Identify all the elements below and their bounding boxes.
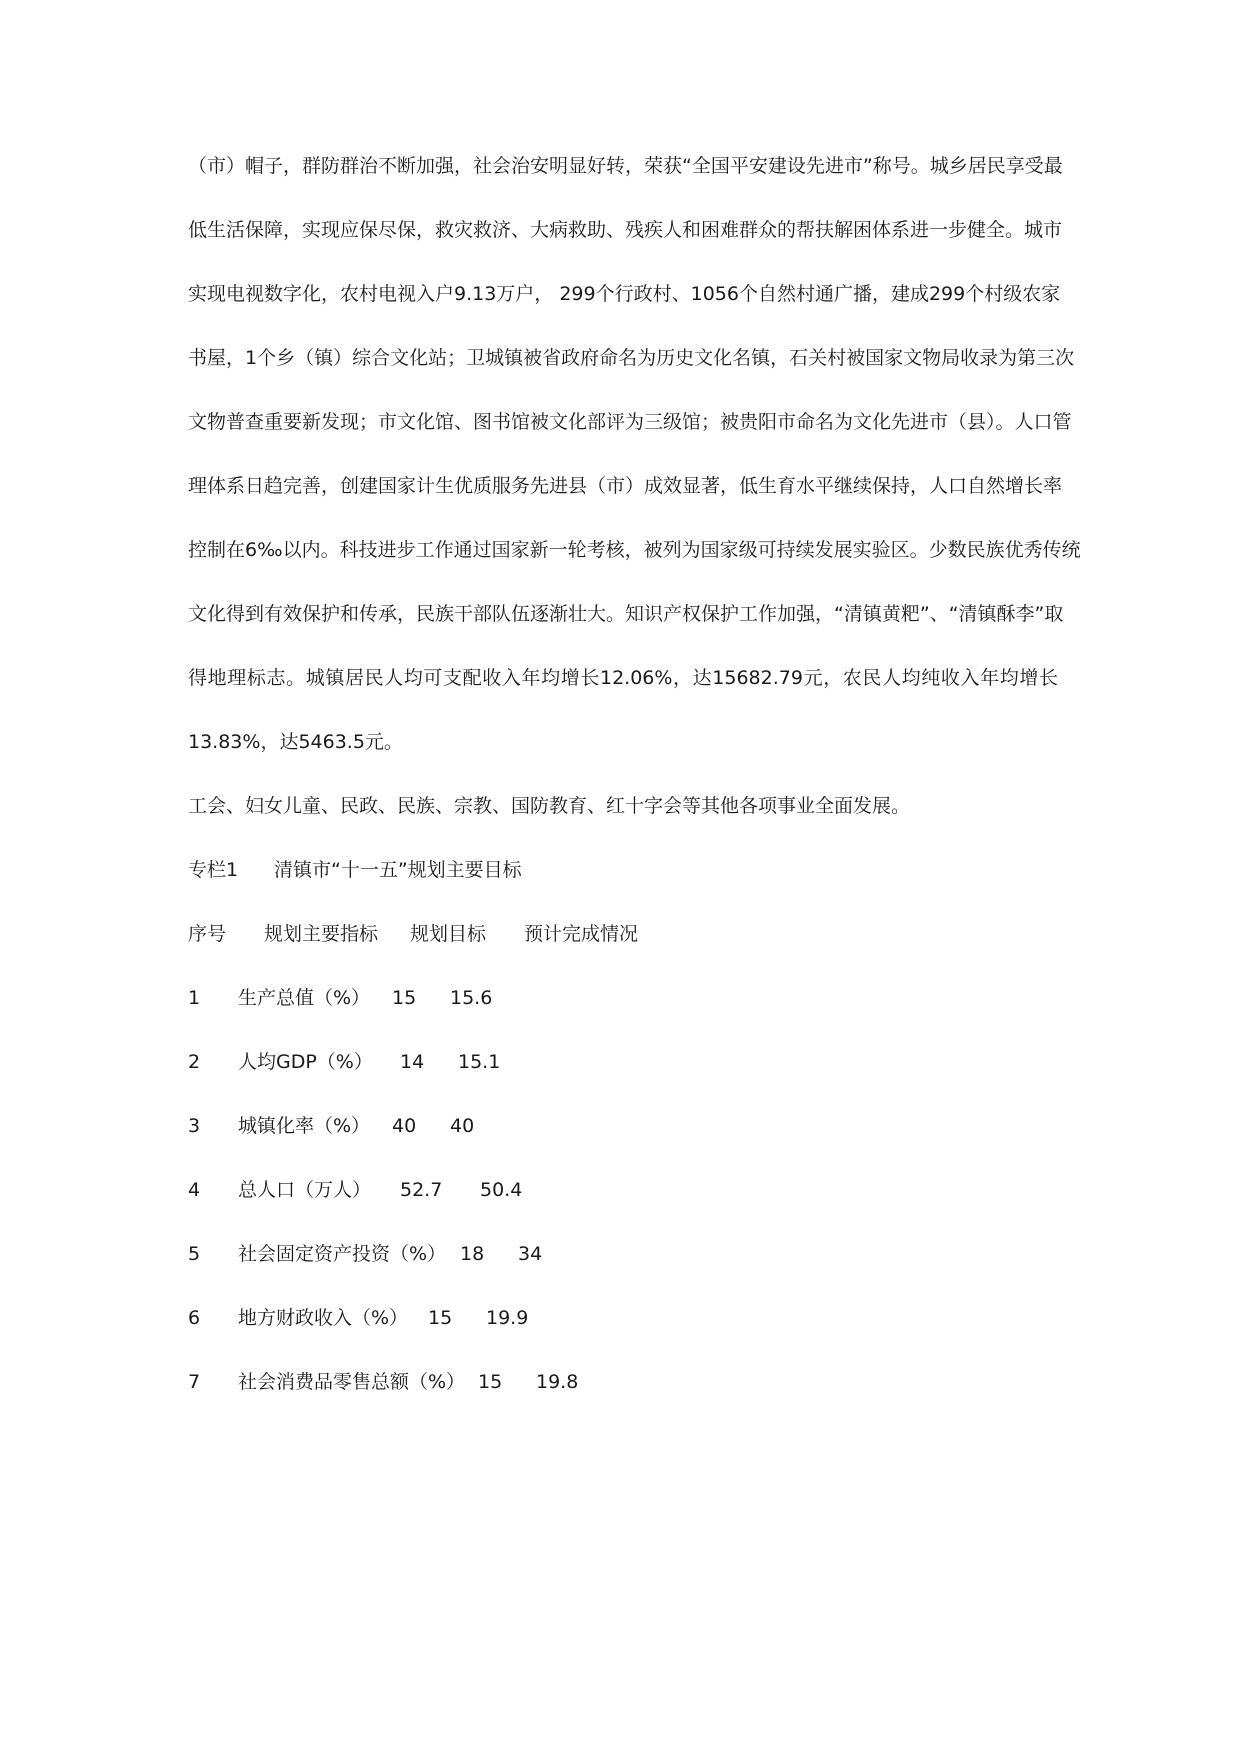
box-label: 专栏1 — [188, 859, 239, 881]
table-row — [188, 1242, 1058, 1266]
table-row — [188, 1306, 1058, 1330]
header-target: 规划目标 — [410, 923, 487, 945]
paragraph-line: 13.83%，达5463.5元。 — [188, 731, 403, 753]
header-indicator: 规划主要指标 — [264, 923, 379, 945]
row-actual: 19.8 — [536, 1371, 579, 1393]
paragraph-line: 文物普查重要新发现；市文化馆、图书馆被文化部评为三级馆；被贵阳市命名为文化先进市（县）。人口管 — [188, 411, 1072, 433]
table-row — [188, 1050, 1058, 1074]
row-no: 5 — [188, 1243, 201, 1265]
paragraph-line: 控制在6‰以内。科技进步工作通过国家新一轮考核，被列为国家级可持续发展实验区。少数民族优秀传统 — [188, 539, 1081, 561]
row-indicator: 地方财政收入（%） — [238, 1307, 409, 1329]
row-target: 15 — [478, 1371, 503, 1393]
row-target: 40 — [392, 1115, 417, 1137]
paragraph-line: 书屋，1个乡（镇）综合文化站；卫城镇被省政府命名为历史文化名镇，石关村被国家文物局收录为第三次 — [188, 347, 1075, 369]
row-indicator: 城镇化率（%） — [238, 1115, 371, 1137]
row-no: 4 — [188, 1179, 201, 1201]
row-target: 52.7 — [400, 1179, 443, 1201]
row-indicator: 人均GDP（%） — [238, 1051, 373, 1073]
body-paragraph-2: 工会、妇女儿童、民政、民族、宗教、国防教育、红十字会等其他各项事业全面发展。 — [188, 795, 911, 817]
table-row — [188, 1114, 1058, 1138]
box-title: 清镇市“十一五”规划主要目标 — [274, 859, 522, 881]
row-actual: 50.4 — [480, 1179, 523, 1201]
row-no: 7 — [188, 1371, 201, 1393]
row-no: 6 — [188, 1307, 201, 1329]
row-target: 15 — [428, 1307, 453, 1329]
row-target: 15 — [392, 987, 417, 1009]
table-row — [188, 1370, 1058, 1394]
paragraph-line: （市）帽子，群防群治不断加强，社会治安明显好转，荣获“全国平安建设先进市”称号。城乡居民享受最 — [188, 155, 1063, 177]
row-actual: 40 — [450, 1115, 475, 1137]
header-no: 序号 — [188, 923, 227, 945]
table-header-row — [188, 922, 1058, 946]
table-row — [188, 1178, 1058, 1202]
row-actual: 15.1 — [458, 1051, 501, 1073]
row-indicator: 社会消费品零售总额（%） — [238, 1371, 466, 1393]
row-no: 2 — [188, 1051, 201, 1073]
box-heading — [188, 858, 1058, 882]
table-row — [188, 986, 1058, 1010]
row-indicator: 总人口（万人） — [238, 1179, 372, 1201]
paragraph-line: 理体系日趋完善，创建国家计生优质服务先进县（市）成效显著，低生育水平继续保持，人口自然增长率 — [188, 475, 1063, 497]
header-actual: 预计完成情况 — [524, 923, 639, 945]
paragraph-line: 文化得到有效保护和传承，民族干部队伍逐渐壮大。知识产权保护工作加强，“清镇黄粑”、“清镇酥李”取 — [188, 603, 1064, 625]
row-no: 3 — [188, 1115, 201, 1137]
row-indicator: 社会固定资产投资（%） — [238, 1243, 447, 1265]
row-actual: 19.9 — [486, 1307, 529, 1329]
row-target: 18 — [460, 1243, 485, 1265]
row-indicator: 生产总值（%） — [238, 987, 371, 1009]
paragraph-line: 实现电视数字化，农村电视入户9.13万户， 299个行政村、1056个自然村通广播，建成299个村级农家 — [188, 283, 1061, 305]
row-actual: 34 — [518, 1243, 543, 1265]
paragraph-line: 低生活保障，实现应保尽保，救灾救济、大病救助、残疾人和困难群众的帮扶解困体系进一步健全。城市 — [188, 219, 1063, 241]
paragraph-line: 得地理标志。城镇居民人均可支配收入年均增长12.06%，达15682.79元，农民人均纯收入年均增长 — [188, 667, 1058, 689]
row-actual: 15.6 — [450, 987, 493, 1009]
row-no: 1 — [188, 987, 201, 1009]
row-target: 14 — [400, 1051, 425, 1073]
